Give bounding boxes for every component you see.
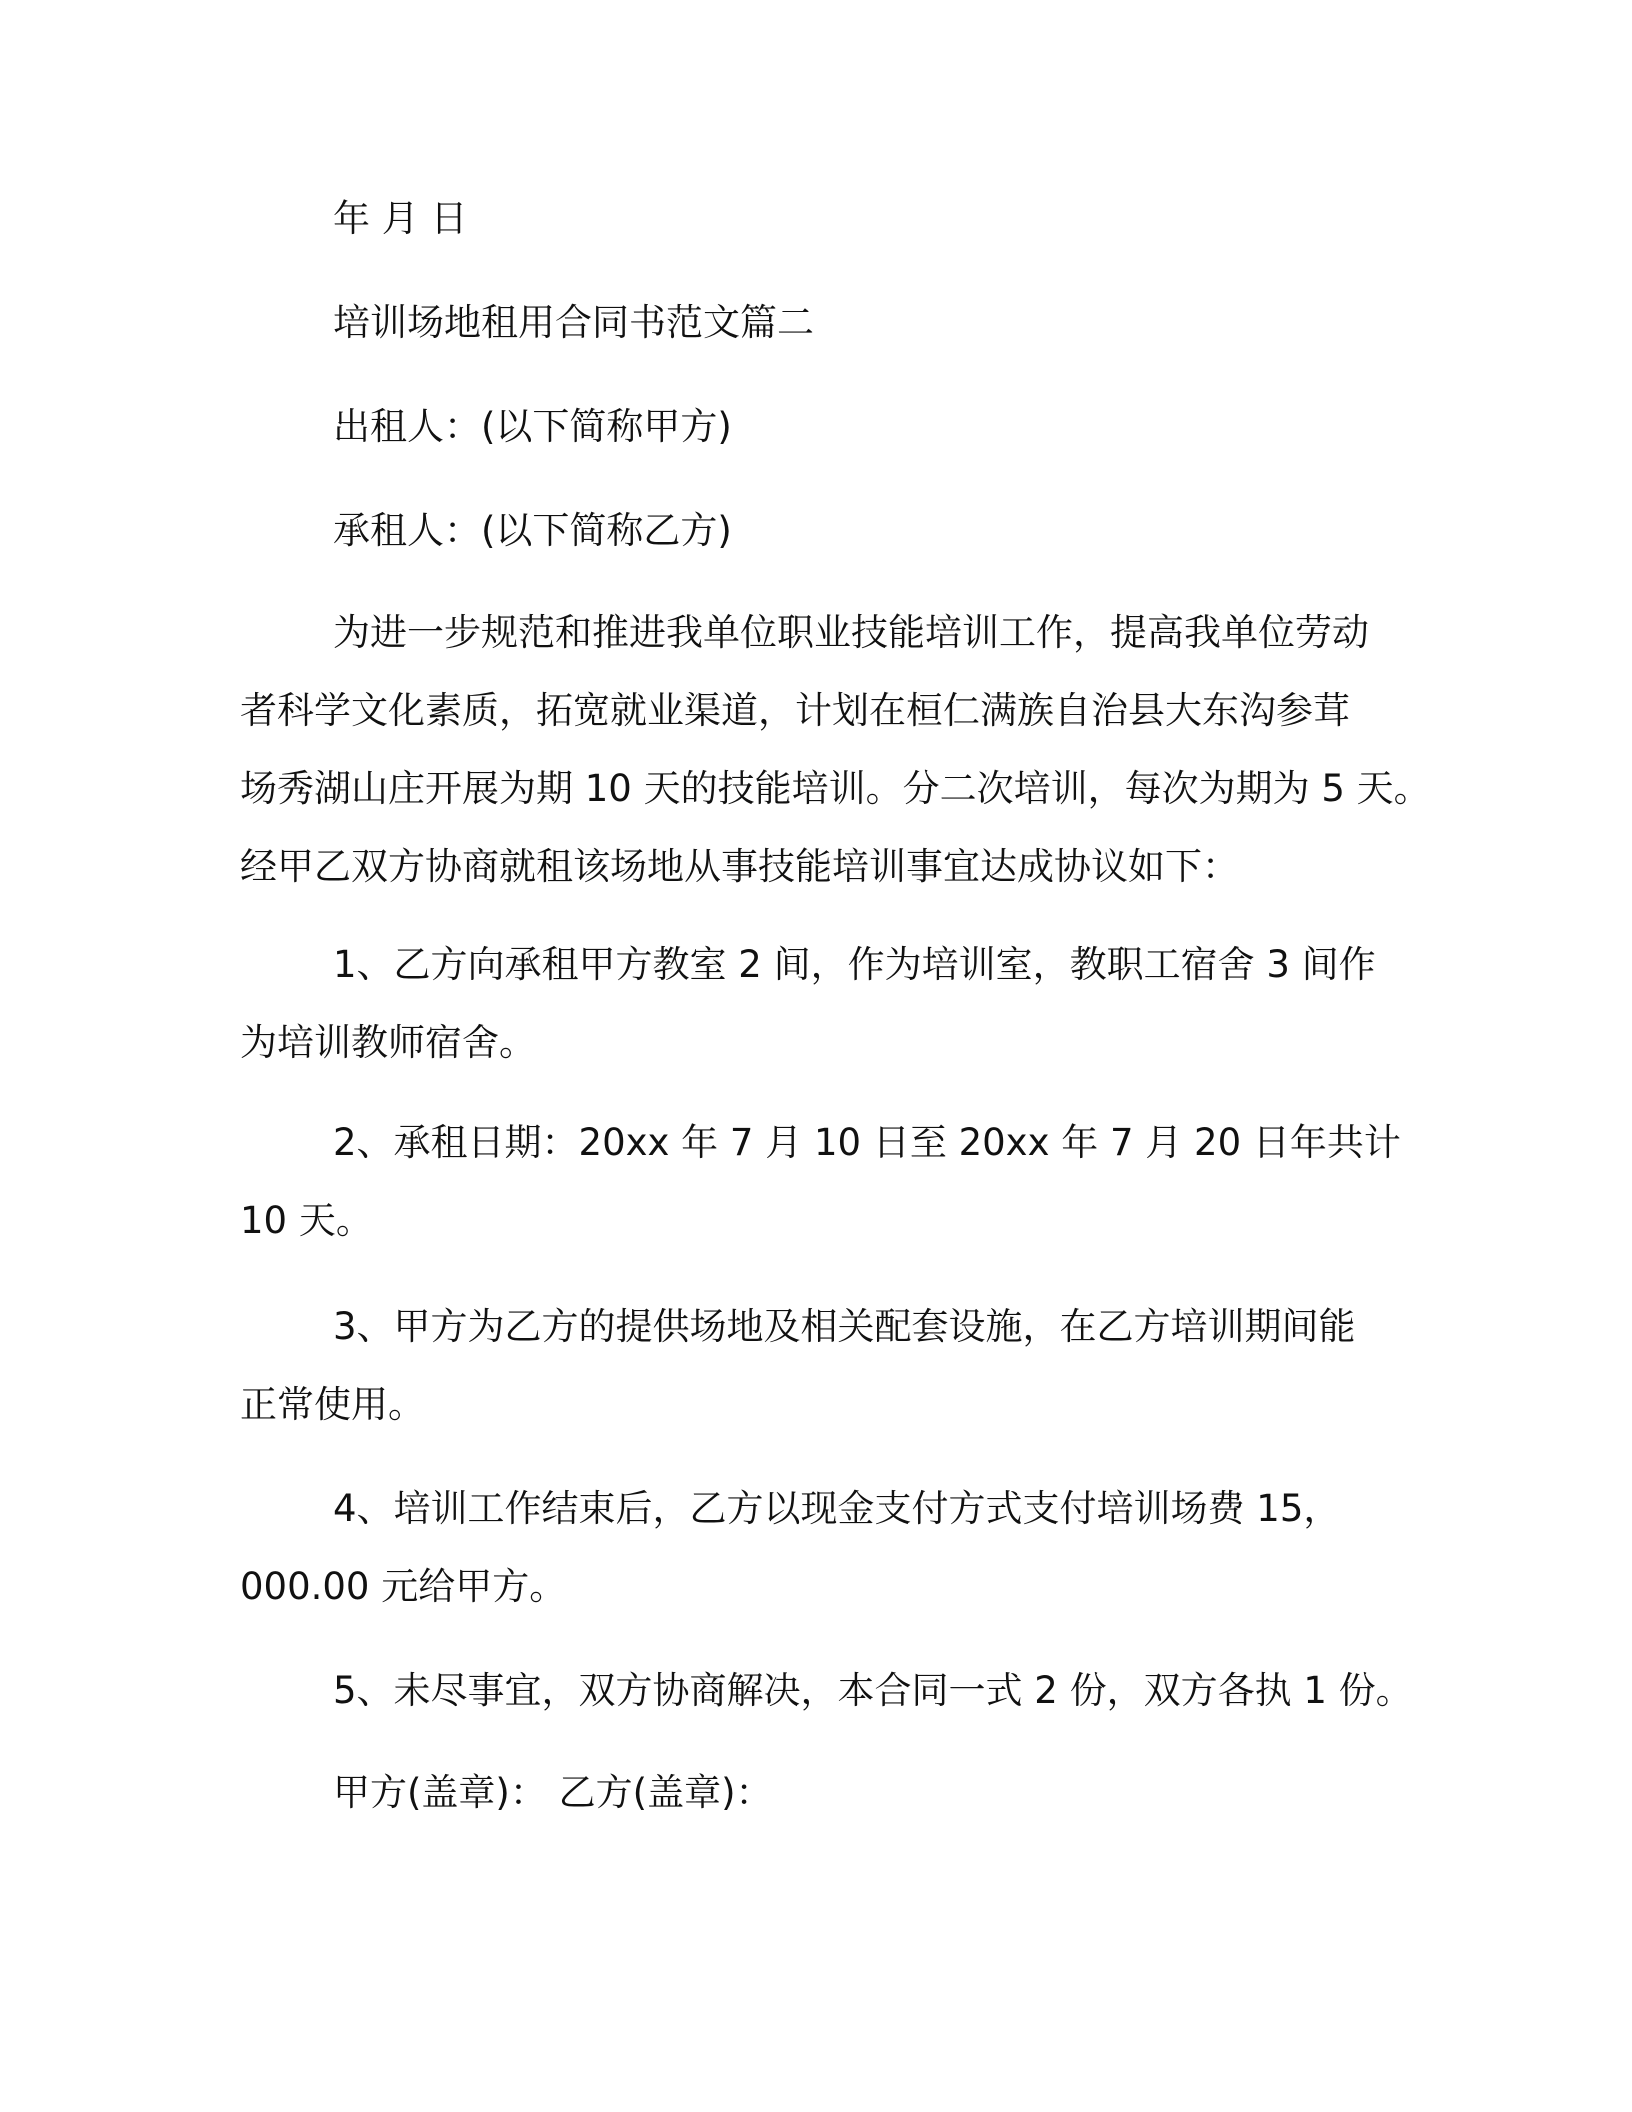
- intro-line: 为进一步规范和推进我单位职业技能培训工作，提高我单位劳动: [333, 611, 1369, 654]
- clause-2-continued: 10 天。: [240, 1199, 373, 1242]
- clause-5: 5、未尽事宜，双方协商解决，本合同一式 2 份，双方各执 1 份。: [333, 1669, 1413, 1712]
- intro-line: 经甲乙双方协商就租该场地从事技能培训事宜达成协议如下：: [240, 845, 1239, 888]
- clause-3: 3、甲方为乙方的提供场地及相关配套设施，在乙方培训期间能: [333, 1305, 1356, 1348]
- lessor-line: 出租人：(以下简称甲方): [333, 405, 732, 448]
- date-line: 年 月 日: [333, 197, 468, 240]
- lessee-line: 承租人：(以下简称乙方): [333, 509, 732, 552]
- intro-line: 场秀湖山庄开展为期 10 天的技能培训。分二次培训，每次为期为 5 天。: [240, 767, 1431, 810]
- clause-3-continued: 正常使用。: [240, 1383, 425, 1426]
- signature-line: 甲方(盖章)： 乙方(盖章)：: [333, 1771, 773, 1814]
- clause-1-continued: 为培训教师宿舍。: [240, 1021, 536, 1064]
- clause-4-continued: 000.00 元给甲方。: [240, 1565, 567, 1608]
- intro-line: 者科学文化素质，拓宽就业渠道，计划在桓仁满族自治县大东沟参茸: [240, 689, 1350, 732]
- clause-2: 2、承租日期：20xx 年 7 月 10 日至 20xx 年 7 月 20 日年共计: [333, 1121, 1401, 1164]
- clause-4: 4、培训工作结束后，乙方以现金支付方式支付培训场费 15，: [333, 1487, 1341, 1530]
- clause-1: 1、乙方向承租甲方教室 2 间，作为培训室，教职工宿舍 3 间作: [333, 943, 1376, 986]
- document-title: 培训场地租用合同书范文篇二: [333, 301, 814, 344]
